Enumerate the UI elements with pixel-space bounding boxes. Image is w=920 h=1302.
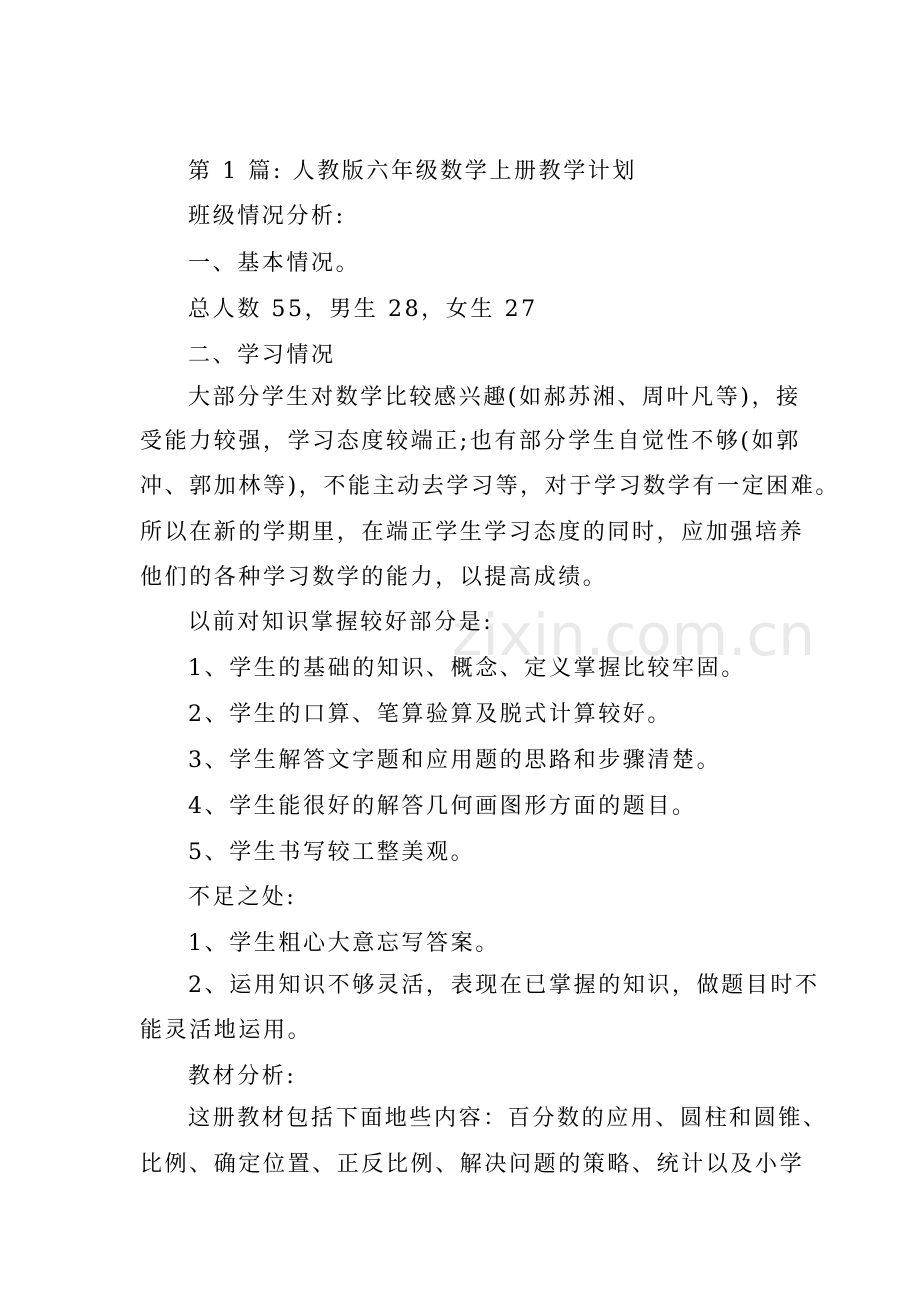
paragraph-line: 所以在新的学期里，在端正学生学习态度的同时，应加强培养 (140, 520, 805, 545)
subheading-basic-situation: 一、基本情况。 (188, 251, 361, 276)
paragraph-line: 他们的各种学习数学的能力，以提高成绩。 (140, 565, 608, 590)
document-title: 第 1 篇: 人教版六年级数学上册教学计划 (188, 159, 637, 184)
watermark-text: zixin.com.cn (452, 601, 816, 669)
section-heading-textbook-analysis: 教材分析: (188, 1064, 297, 1089)
paragraph-line: 比例、确定位置、正反比例、解决问题的策略、统计以及小学 (140, 1152, 805, 1177)
list-item: 4、学生能很好的解答几何画图形方面的题目。 (188, 794, 697, 819)
list-item: 3、学生解答文字题和应用题的思路和步骤清楚。 (188, 748, 722, 773)
subheading-weaknesses: 不足之处: (188, 885, 297, 910)
list-item: 1、学生的基础的知识、概念、定义掌握比较牢固。 (188, 656, 746, 681)
paragraph-line: 大部分学生对数学比较感兴趣(如郝苏湘、周叶凡等)，接 (188, 385, 801, 410)
subheading-strengths: 以前对知识掌握较好部分是: (188, 610, 494, 635)
section-heading-class-analysis: 班级情况分析: (188, 204, 346, 229)
paragraph-line: 受能力较强，学习态度较端正;也有部分学生自觉性不够(如郭 (140, 429, 801, 454)
list-item: 1、学生粗心大意忘写答案。 (188, 931, 500, 956)
list-item: 2、学生的口算、笔算验算及脱式计算较好。 (188, 702, 672, 727)
student-count-line: 总人数 55，男生 28，女生 27 (188, 297, 538, 322)
list-item: 2、运用知识不够灵活，表现在已掌握的知识，做题目时不 (188, 973, 820, 998)
list-item-continuation: 能灵活地运用。 (140, 1018, 313, 1043)
paragraph-line: 这册教材包括下面地些内容：百分数的应用、圆柱和圆锥、 (188, 1106, 828, 1131)
subheading-learning-situation: 二、学习情况 (188, 343, 336, 368)
paragraph-line: 冲、郭加林等)，不能主动去学习等，对于学习数学有一定困难。 (140, 474, 840, 499)
list-item: 5、学生书写较工整美观。 (188, 840, 476, 865)
